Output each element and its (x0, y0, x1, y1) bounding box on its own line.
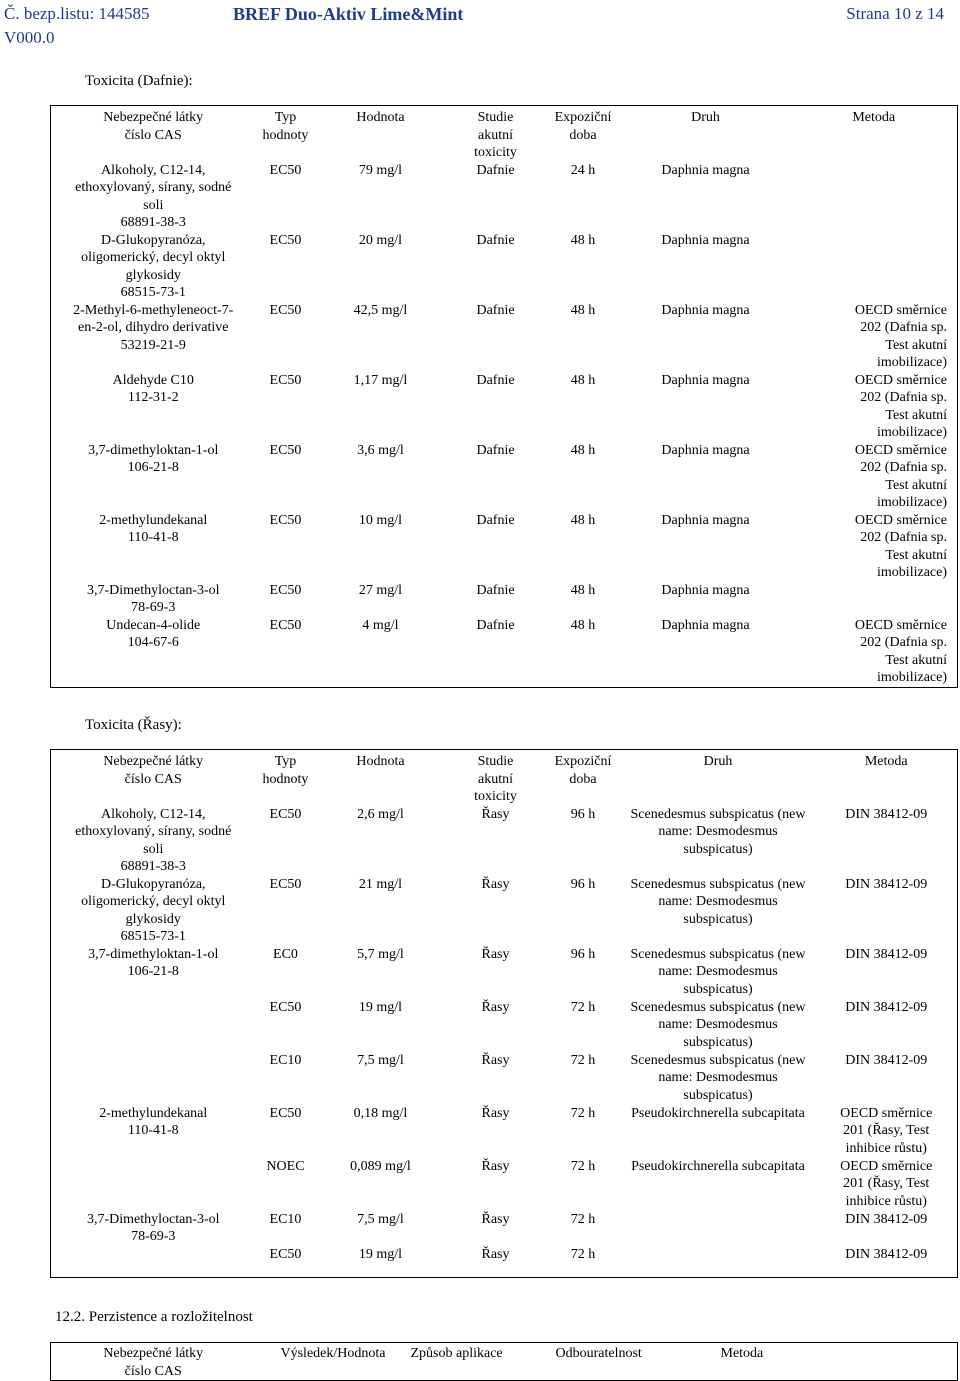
type-cell: EC50 (269, 806, 302, 822)
text-line: číslo CAS (124, 771, 182, 787)
product-name: BREF Duo-Aktiv Lime&Mint (233, 4, 464, 24)
species-cell: Daphnia magna (661, 302, 750, 318)
text-line: Nebezpečné látky (103, 110, 204, 125)
text-line: ethoxylovaný, sírany, sodné (75, 824, 232, 839)
species-cell: Daphnia magna (661, 442, 750, 458)
text-line: subspicatus) (683, 1034, 753, 1050)
value-cell: 3,6 mg/l (357, 442, 404, 458)
substance-cell (51, 302, 256, 372)
text-line: OECD směrnice (854, 442, 947, 458)
value-cell: 21 mg/l (358, 876, 403, 892)
text-line: name: Desmodesmus (658, 824, 778, 839)
substance-cell (51, 1211, 256, 1278)
substance-cell (51, 876, 256, 946)
exposure-cell: 48 h (570, 512, 596, 528)
text-line: DIN 38412-09 (845, 806, 928, 822)
exposure-cell: 96 h (570, 876, 596, 892)
exposure-cell: 48 h (570, 617, 596, 633)
exposure-cell: 48 h (570, 232, 596, 248)
text-line: 106-21-8 (127, 460, 179, 475)
substance-cell (51, 512, 256, 582)
value-cell: 19 mg/l (358, 1246, 403, 1262)
text-line: 3,7-dimethyloktan-1-ol (88, 946, 219, 962)
text-line: Typ (274, 110, 297, 125)
study-cell: Řasy (481, 1052, 510, 1068)
text-line: Expoziční (554, 754, 612, 769)
text-line: 68515-73-1 (120, 929, 186, 944)
type-cell: EC50 (269, 442, 302, 458)
exposure-cell: 96 h (570, 946, 596, 962)
version-label: V000.0 (4, 28, 55, 47)
text-line: Nebezpečné látky (103, 754, 204, 769)
text-line: Typ (274, 754, 297, 769)
text-line: 2-methylundekanal (99, 1105, 208, 1121)
table-row (51, 946, 958, 999)
text-line: name: Desmodesmus (658, 964, 778, 979)
type-cell: EC0 (273, 946, 298, 962)
text-line: inhibice růstu) (845, 1193, 927, 1209)
text-line: 104-67-6 (127, 635, 179, 650)
text-line: soli (143, 197, 164, 213)
species-cell: Daphnia magna (661, 617, 750, 633)
col-study (446, 106, 546, 162)
species-cell (621, 876, 816, 946)
substance-cell (51, 1105, 256, 1211)
text-line: oligomerický, decyl oktyl (81, 250, 226, 265)
text-line: Metoda (852, 110, 896, 125)
text-line: akutní (478, 771, 513, 787)
text-line: imobilizace) (877, 565, 947, 580)
text-line: OECD směrnice (854, 617, 947, 633)
col-application: Způsob aplikace (410, 1346, 503, 1361)
study-cell: Dafnie (476, 617, 515, 633)
text-line: DIN 38412-09 (845, 876, 928, 892)
text-line: Scenedesmus subspicatus (new (630, 806, 806, 822)
table-row (51, 876, 958, 946)
text-line: Studie (477, 754, 514, 769)
text-line: 202 (Dafnia sp. (860, 460, 947, 475)
species-cell (621, 999, 816, 1052)
sheet-number: Č. bezp.listu: 144585 (4, 4, 150, 23)
text-line: Undecan-4-olide (106, 617, 201, 633)
text-line: Aldehyde C10 (112, 372, 194, 388)
exposure-cell: 48 h (570, 582, 596, 598)
species-cell: Daphnia magna (661, 512, 750, 528)
exposure-cell: 48 h (570, 372, 596, 388)
exposure-cell: 24 h (570, 162, 596, 178)
text-line: en-2-ol, dihydro derivative (78, 320, 229, 335)
col-substance (51, 750, 256, 806)
col-method (816, 750, 958, 806)
study-cell: Dafnie (476, 162, 515, 178)
table-row (51, 582, 958, 617)
species-cell (621, 806, 816, 876)
method-cell (816, 876, 958, 946)
text-line: Test akutní (885, 407, 947, 423)
text-line: DIN 38412-09 (845, 999, 928, 1015)
text-line: 3,7-dimethyloktan-1-ol (88, 442, 219, 458)
text-line: Druh (703, 754, 733, 769)
type-cell: EC50 (269, 876, 302, 892)
method-cell (791, 442, 958, 512)
text-line: imobilizace) (877, 425, 947, 440)
text-line: OECD směrnice (854, 372, 947, 388)
text-line: OECD směrnice (854, 302, 947, 318)
text-line: subspicatus) (683, 1087, 753, 1103)
text-line: glykosidy (125, 911, 181, 927)
text-line: subspicatus) (683, 981, 753, 997)
exposure-cell: 72 h (570, 1105, 596, 1121)
text-line: 2-methylundekanal (99, 512, 208, 528)
table-row (51, 617, 958, 688)
value-cell: 27 mg/l (358, 582, 403, 598)
text-line: Alkoholy, C12-14, (101, 806, 206, 822)
text-line: imobilizace) (877, 355, 947, 370)
text-line: soli (143, 841, 164, 857)
type-cell: EC10 (269, 1052, 302, 1068)
text-line: inhibice růstu) (845, 1140, 927, 1156)
text-line: 53219-21-9 (120, 337, 186, 353)
col-exposure (546, 106, 621, 162)
text-line: name: Desmodesmus (658, 894, 778, 909)
text-line: OECD směrnice (840, 1158, 933, 1174)
col-type (256, 106, 316, 162)
method-cell (816, 1246, 958, 1278)
study-cell: Řasy (481, 1211, 510, 1227)
text-line: 68515-73-1 (120, 285, 186, 300)
species-cell (621, 1158, 816, 1211)
species-cell (621, 1105, 816, 1158)
study-cell: Dafnie (476, 302, 515, 318)
text-line: doba (569, 127, 597, 143)
exposure-cell: 72 h (570, 1246, 596, 1262)
col-exposure (546, 750, 621, 806)
table-row (51, 302, 958, 372)
method-cell (816, 1105, 958, 1158)
text-line: subspicatus) (683, 911, 753, 927)
section-title-rasy: Toxicita (Řasy): (85, 717, 182, 733)
type-cell: EC50 (269, 302, 302, 318)
table-row (51, 1211, 958, 1246)
text-line: akutní (478, 127, 513, 143)
col-species (621, 106, 791, 162)
text-line: ethoxylovaný, sírany, sodné (75, 180, 232, 195)
method-cell (791, 232, 958, 302)
text-line: Druh (691, 110, 720, 125)
species-cell: Daphnia magna (661, 372, 750, 388)
type-cell: EC50 (269, 372, 302, 388)
text-line: Scenedesmus subspicatus (new (630, 946, 806, 962)
text-line: 78-69-3 (131, 1229, 176, 1244)
value-cell: 7,5 mg/l (357, 1211, 404, 1227)
text-line: Pseudokirchnerella subcapitata (631, 1158, 805, 1174)
species-cell (621, 1052, 816, 1105)
text-line: Studie (477, 110, 514, 125)
study-cell: Řasy (481, 876, 510, 892)
value-cell: 2,6 mg/l (357, 806, 404, 822)
study-cell: Dafnie (476, 442, 515, 458)
substance-cell (51, 372, 256, 442)
text-line: 3,7-Dimethyloctan-3-ol (86, 1211, 220, 1227)
exposure-cell: 72 h (570, 1052, 596, 1068)
page-header (0, 0, 960, 52)
text-line: DIN 38412-09 (845, 1211, 928, 1227)
study-cell: Řasy (481, 946, 510, 962)
study-cell: Řasy (481, 1246, 510, 1262)
type-cell: EC50 (269, 617, 302, 633)
table-row (51, 1105, 958, 1158)
method-cell (816, 1158, 958, 1211)
col-degradability: Odbouratelnost (555, 1346, 642, 1361)
method-cell (816, 806, 958, 876)
section-title-persistence: 12.2. Perzistence a rozložitelnost (55, 1309, 253, 1325)
col-type (256, 750, 316, 806)
page-number: Strana 10 z 14 (846, 4, 944, 23)
text-line: Scenedesmus subspicatus (new (630, 999, 806, 1015)
table-row (51, 232, 958, 302)
persistence-table (50, 1342, 958, 1381)
text-line: Hodnota (356, 110, 405, 125)
substance-cell (51, 582, 256, 617)
table-row (51, 806, 958, 876)
exposure-cell: 48 h (570, 302, 596, 318)
species-cell: Daphnia magna (661, 162, 750, 178)
text-line: 78-69-3 (131, 600, 176, 615)
text-line: Metoda (864, 754, 908, 769)
value-cell: 4 mg/l (362, 617, 399, 633)
col-result: Výsledek/Hodnota (280, 1346, 386, 1361)
table-header-row (51, 750, 958, 806)
text-line: 68891-38-3 (120, 859, 186, 874)
table-row (51, 512, 958, 582)
study-cell: Řasy (481, 999, 510, 1015)
species-cell (621, 946, 816, 999)
method-cell (791, 617, 958, 688)
text-line: 201 (Řasy, Test (843, 1176, 930, 1191)
value-cell: 79 mg/l (358, 162, 403, 178)
value-cell: 7,5 mg/l (357, 1052, 404, 1068)
text-line: Alkoholy, C12-14, (101, 162, 206, 178)
toxicity-table-rasy (50, 749, 958, 1278)
exposure-cell: 48 h (570, 442, 596, 458)
exposure-cell: 96 h (570, 806, 596, 822)
method-cell (791, 582, 958, 617)
text-line: D-Glukopyranóza, (100, 232, 206, 248)
value-cell: 0,089 mg/l (350, 1158, 411, 1174)
method-cell (816, 1052, 958, 1105)
text-line: OECD směrnice (840, 1105, 933, 1121)
table-row (51, 162, 958, 232)
text-line: 201 (Řasy, Test (843, 1123, 930, 1138)
type-cell: EC50 (269, 582, 302, 598)
type-cell: EC50 (269, 999, 302, 1015)
text-line: hodnoty (262, 771, 309, 787)
text-line: číslo CAS (124, 127, 182, 143)
study-cell: Dafnie (476, 512, 515, 528)
species-cell: Daphnia magna (661, 232, 750, 248)
text-line: subspicatus) (683, 841, 753, 857)
value-cell: 10 mg/l (358, 512, 403, 528)
type-cell: EC50 (269, 512, 302, 528)
col-value (316, 106, 446, 162)
value-cell: 19 mg/l (358, 999, 403, 1015)
text-line: 202 (Dafnia sp. (860, 320, 947, 335)
col-substance (51, 1343, 256, 1381)
toxicity-table-dafnie (50, 105, 958, 688)
text-line: 2-Methyl-6-methyleneoct-7- (73, 302, 234, 318)
substance-cell (51, 442, 256, 512)
method-cell (791, 162, 958, 232)
substance-cell (51, 946, 256, 1105)
col-substance (51, 106, 256, 162)
table-header-row (51, 106, 958, 162)
text-line: Scenedesmus subspicatus (new (630, 876, 806, 892)
table-row (51, 442, 958, 512)
text-line: Test akutní (885, 477, 947, 493)
text-line: 202 (Dafnia sp. (860, 530, 947, 545)
value-cell: 5,7 mg/l (357, 946, 404, 962)
method-cell (791, 302, 958, 372)
study-cell: Řasy (481, 1105, 510, 1121)
method-cell (791, 372, 958, 442)
value-cell: 42,5 mg/l (353, 302, 408, 318)
exposure-cell: 72 h (570, 999, 596, 1015)
col-study (446, 750, 546, 806)
study-cell: Řasy (481, 806, 510, 822)
method-cell (816, 999, 958, 1052)
table-row (51, 372, 958, 442)
text-line: doba (569, 771, 597, 787)
text-line: glykosidy (125, 267, 181, 283)
text-line: 202 (Dafnia sp. (860, 635, 947, 650)
exposure-cell: 72 h (570, 1158, 596, 1174)
col-method: Metoda (720, 1346, 764, 1361)
type-cell: EC50 (269, 232, 302, 248)
text-line: toxicity (474, 145, 517, 160)
species-cell: Daphnia magna (661, 582, 750, 598)
text-line: 110-41-8 (127, 1123, 179, 1138)
text-line: Expoziční (554, 110, 612, 125)
substance-cell (51, 617, 256, 688)
text-line: 3,7-Dimethyloctan-3-ol (86, 582, 220, 598)
text-line: OECD směrnice (854, 512, 947, 528)
value-cell: 0,18 mg/l (353, 1105, 408, 1121)
text-line: toxicity (474, 789, 517, 804)
substance-cell (51, 162, 256, 232)
text-line: Pseudokirchnerella subcapitata (631, 1105, 805, 1121)
exposure-cell: 72 h (570, 1211, 596, 1227)
value-cell: 1,17 mg/l (353, 372, 408, 388)
text-line: 106-21-8 (127, 964, 179, 979)
text-line: D-Glukopyranóza, (100, 876, 206, 892)
type-cell: EC50 (269, 1246, 302, 1262)
type-cell: EC50 (269, 162, 302, 178)
method-cell (791, 512, 958, 582)
value-cell: 20 mg/l (358, 232, 403, 248)
text-line: name: Desmodesmus (658, 1017, 778, 1032)
text-line: Test akutní (885, 547, 947, 563)
species-cell (621, 1211, 816, 1246)
text-line: 110-41-8 (127, 530, 179, 545)
text-line: Test akutní (885, 652, 947, 668)
substance-cell (51, 232, 256, 302)
text-line: oligomerický, decyl oktyl (81, 894, 226, 909)
type-cell: EC50 (269, 1105, 302, 1121)
text-line: name: Desmodesmus (658, 1070, 778, 1085)
text-line: Hodnota (356, 754, 405, 769)
text-line: Nebezpečné látky (103, 1346, 204, 1361)
type-cell: NOEC (266, 1158, 305, 1174)
text-line: 68891-38-3 (120, 215, 186, 230)
study-cell: Řasy (481, 1158, 510, 1174)
substance-cell (51, 806, 256, 876)
col-value (316, 750, 446, 806)
text-line: imobilizace) (877, 670, 947, 685)
col-species (621, 750, 816, 806)
text-line: Test akutní (885, 337, 947, 353)
text-line: DIN 38412-09 (845, 1052, 928, 1068)
text-line: hodnoty (262, 127, 309, 143)
method-cell (816, 1211, 958, 1246)
section-title-dafnie: Toxicita (Dafnie): (85, 73, 193, 89)
text-line: Scenedesmus subspicatus (new (630, 1052, 806, 1068)
text-line: imobilizace) (877, 495, 947, 510)
species-cell (621, 1246, 816, 1278)
text-line: DIN 38412-09 (845, 1246, 928, 1262)
text-line: 202 (Dafnia sp. (860, 390, 947, 405)
text-line: číslo CAS (124, 1363, 182, 1379)
study-cell: Dafnie (476, 232, 515, 248)
study-cell: Dafnie (476, 582, 515, 598)
text-line: DIN 38412-09 (845, 946, 928, 962)
col-method (791, 106, 958, 162)
method-cell (816, 946, 958, 999)
type-cell: EC10 (269, 1211, 302, 1227)
study-cell: Dafnie (476, 372, 515, 388)
table-header-row (51, 1343, 958, 1381)
text-line: 112-31-2 (127, 390, 179, 405)
